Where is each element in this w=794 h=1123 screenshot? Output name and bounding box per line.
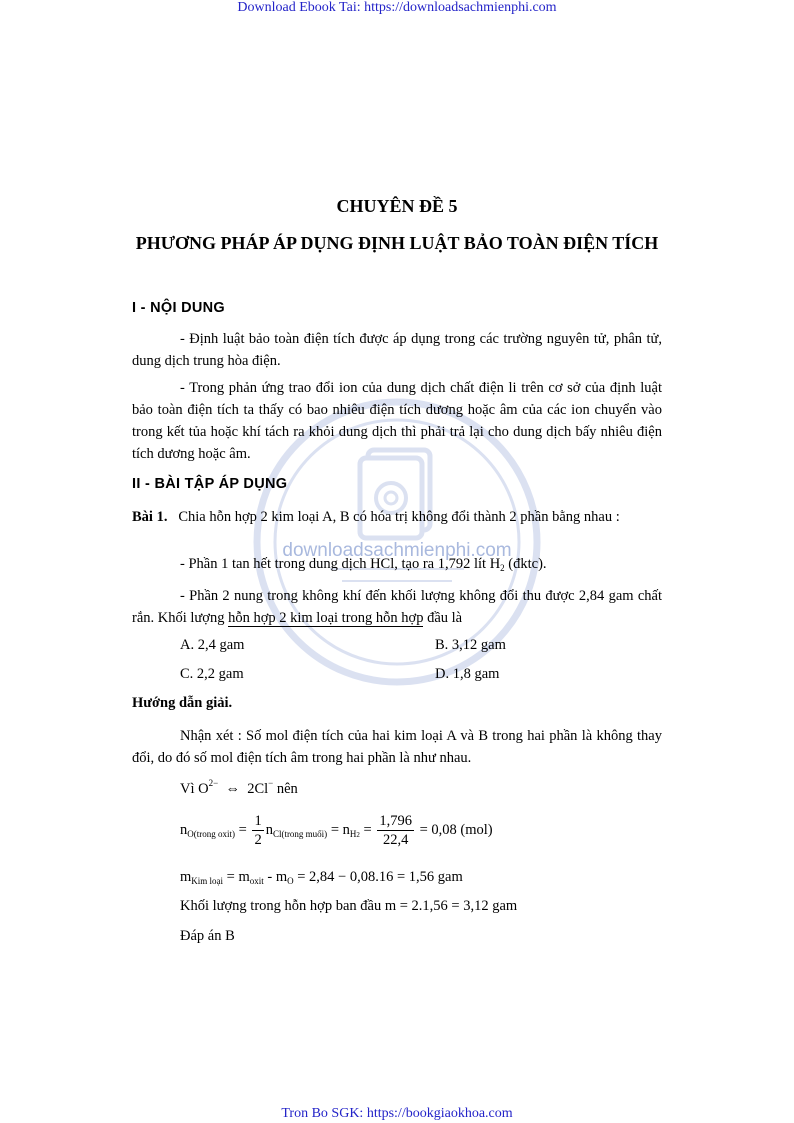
exercise-1-question: Chia hỗn hợp 2 kim loại A, B có hóa trị không đổi thành 2 phần bằng nhau : (178, 509, 620, 525)
underlined-phrase: hỗn hợp 2 kim loại trong hỗn hợp (228, 610, 424, 626)
section-heading-exercises: II - BÀI TẬP ÁP DỤNG (132, 476, 288, 492)
fraction-half: $\frac{1}{2}$ (254, 813, 262, 848)
solution-remark: Nhận xét : Số mol điện tích của hai kim loại A và B trong hai phần là không thay đổi, do đó số mol điện tích âm trong hai phần là như nhau. (132, 728, 662, 766)
equation-metal-mass: $m_{Kim loại} = m_{oxit} - m_O = 2,84 - 0,08.16 = 1,56$ gam (180, 869, 463, 886)
footer-sgk-link[interactable]: Tron Bo SGK: https://bookgiaokhoa.com (281, 1106, 513, 1121)
fraction-volume: $\frac{1,796}{22,4}$ (379, 813, 412, 848)
option-a: A. 2,4 gam (180, 637, 245, 653)
solution-heading: Hướng dẫn giải. (132, 695, 233, 711)
chapter-subtitle: PHƯƠNG PHÁP ÁP DỤNG ĐỊNH LUẬT BẢO TOÀN ĐIỆN TÍCH (135, 233, 659, 253)
content-paragraph-2: - Trong phản ứng trao đổi ion của dung dịch chất điện li trên cơ sở của định luật bảo toàn điện tích ta thấy có bao nhiêu điện tích dương hoặc âm của các ion chuyển vào trong kết tủa hoặc khí tách ra khỏi dung dịch thì phải trả lại cho dung dịch bấy nhiêu điện tích dương hoặc âm. (132, 380, 662, 462)
answer-text: Đáp án B (180, 928, 235, 944)
watermark-text: downloadsachmienphi.com (282, 540, 512, 561)
equation-equivalence: Vì $O^{2-}$ ⇔ 2Cl− nên (180, 778, 298, 797)
chapter-title: CHUYÊN ĐỀ 5 (336, 196, 458, 216)
exercise-1-label: Bài 1. (132, 509, 168, 525)
equation-total-mass: Khối lượng trong hỗn hợp ban đầu m = 2.1,56 = 3,12 gam (180, 898, 518, 914)
option-c: C. 2,2 gam (180, 666, 244, 682)
section-heading-content: I - NỘI DUNG (132, 300, 226, 316)
option-d: D. 1,8 gam (435, 666, 500, 682)
exercise-1-part-1: - Phần 1 tan hết trong dung dịch HCl, tạo ra 1,792 lít $H_2$ (đktc). (180, 556, 547, 573)
exercise-1-prompt (132, 506, 662, 528)
equation-mole-calculation: $n_{O(trong oxit)}$ = $\frac{1}{2}$ $n_{Cl(trong muối)} = n_{H2}$ = $\frac{1,796}{22,4}$ = 0,08 (mol) (180, 813, 493, 848)
content-paragraph-1: - Định luật bảo toàn điện tích được áp dụng trong các trường nguyên tử, phân tử, dung dịch trung hòa điện. (132, 331, 662, 369)
header-download-link[interactable]: Download Ebook Tai: https://downloadsachmienphi.com (237, 0, 557, 15)
option-b: B. 3,12 gam (435, 637, 506, 653)
exercise-1-part-2: - Phần 2 nung trong không khí đến khối lượng không đổi thu được 2,84 gam chất rắn. Khối lượng hỗn hợp 2 kim loại trong hỗn hợp đầu là (132, 588, 662, 626)
